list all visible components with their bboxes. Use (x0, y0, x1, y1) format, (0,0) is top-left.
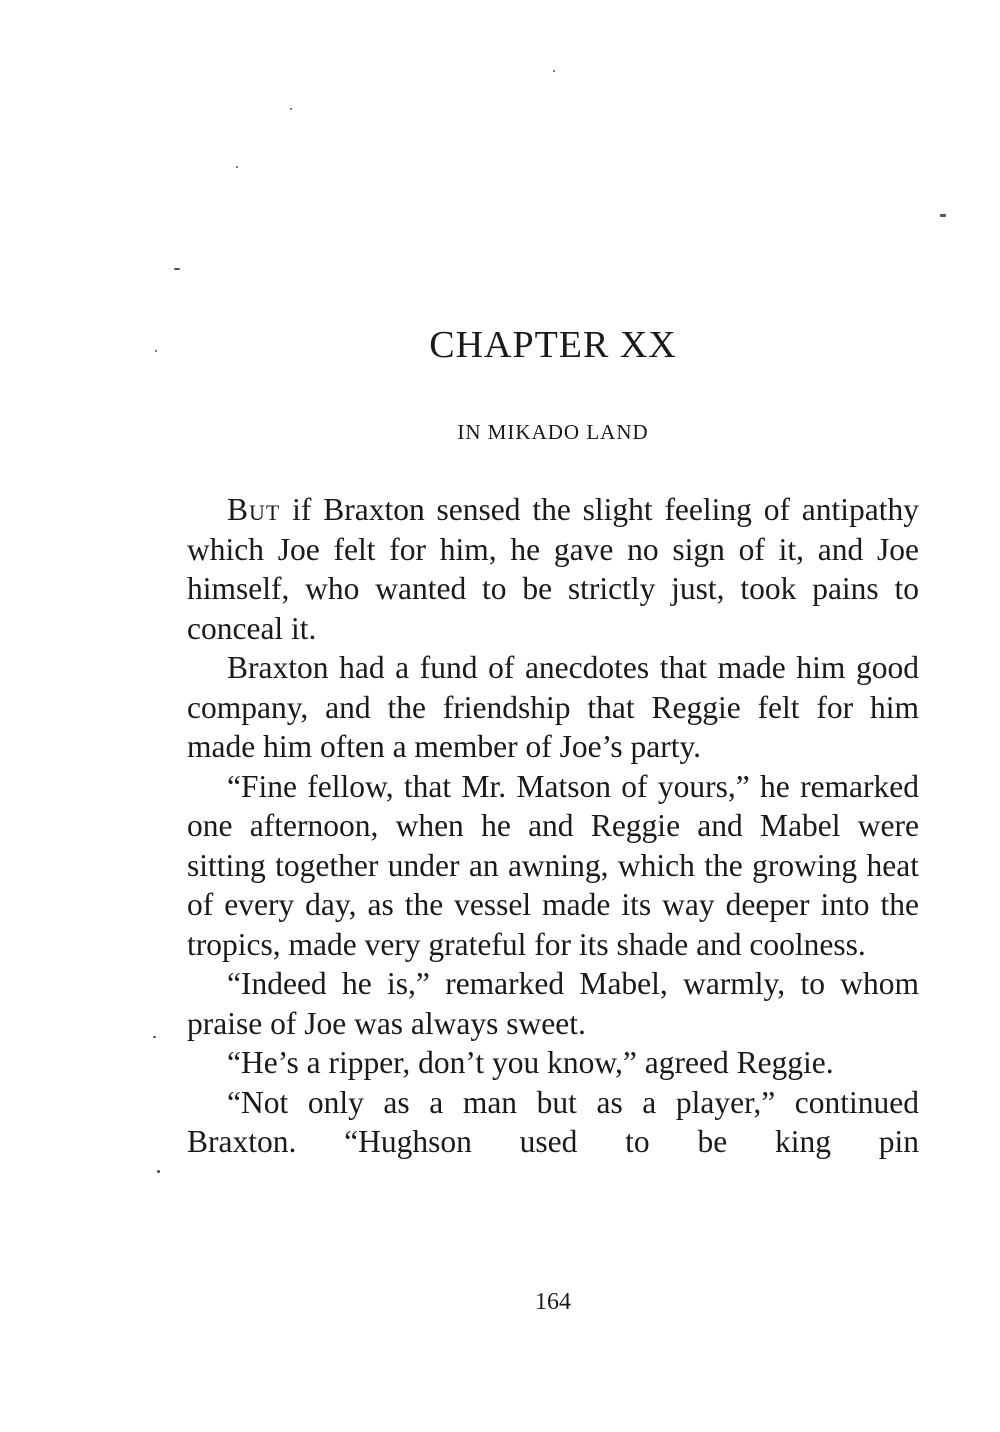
print-speck (290, 108, 292, 110)
print-speck (553, 70, 555, 72)
paragraph-text: “Fine fellow, that Mr. Matson of yours,” he remarked one afternoon, when he and Reggie and Mabel were sitting together under an awning, which the growing heat of every day, as the vessel made its way deeper into the tropics, made very grateful for its shade and coolness. (187, 768, 919, 962)
paragraph-text: Braxton had a fund of anecdotes that made him good company, and the friendship that Reggie felt for him made him often a member of Joe’s party. (187, 650, 919, 764)
print-speck (940, 214, 946, 217)
paragraph (187, 964, 919, 1043)
paragraph (187, 1043, 919, 1083)
chapter-subtitle: IN MIKADO LAND (457, 420, 649, 444)
paragraph (187, 490, 919, 648)
paragraph (187, 767, 919, 965)
chapter-title: CHAPTER XX (429, 324, 677, 366)
paragraph-text: “He’s a ripper, don’t you know,” agreed Reggie. (227, 1045, 834, 1080)
print-speck (174, 268, 180, 270)
chapter-body (187, 490, 919, 1162)
print-speck (157, 1170, 160, 1173)
paragraph-text: “Indeed he is,” remarked Mabel, warmly, to whom praise of Joe was always sweet. (187, 966, 919, 1041)
paragraph-text: if Braxton sensed the slight feeling of antipathy which Joe felt for him, he gave no sign of it, and Joe himself, who wanted to be strictly just, took pains to conceal it. (187, 492, 919, 646)
paragraph-lead-word: But (227, 492, 281, 527)
paragraph-text: “Not only as a man but as a player,” continued Braxton. “Hughson used to be king pin (187, 1084, 919, 1159)
page-number: 164 (535, 1289, 571, 1315)
paragraph (187, 1083, 919, 1162)
print-speck (153, 1036, 156, 1038)
print-speck (236, 166, 238, 168)
paragraph (187, 648, 919, 767)
